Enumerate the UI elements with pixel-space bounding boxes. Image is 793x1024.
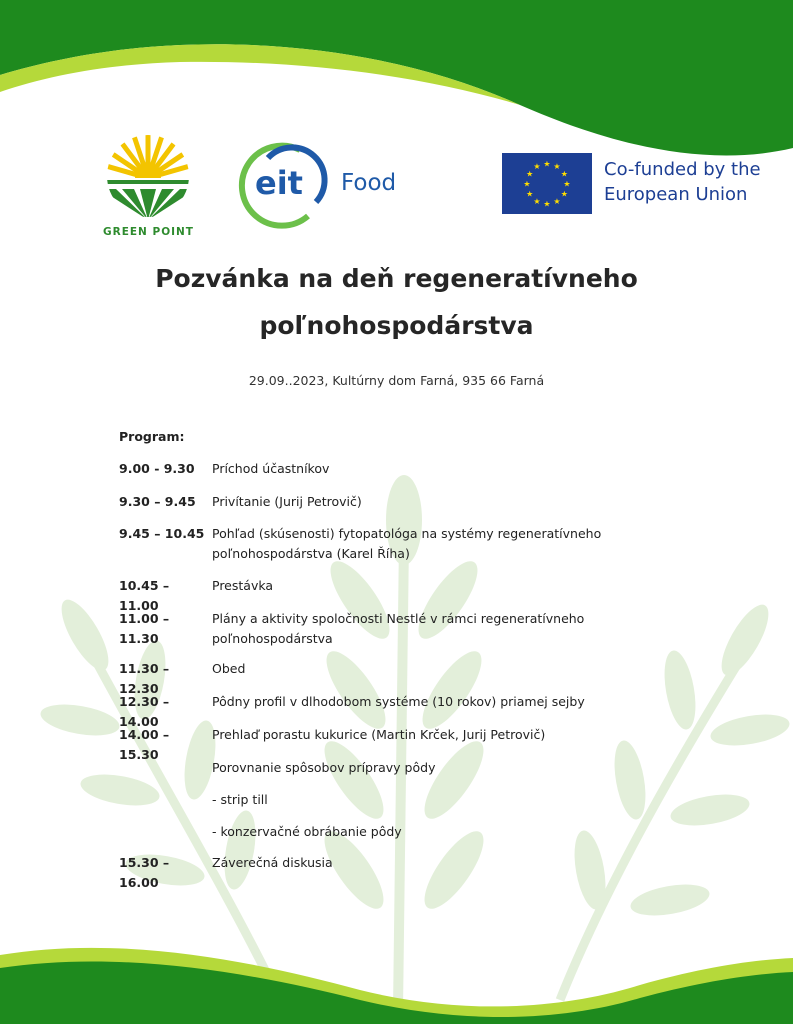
eu-cofunded-line2: European Union — [604, 184, 748, 205]
eu-star-icon: ★ — [533, 196, 541, 206]
eu-star-icon: ★ — [553, 162, 561, 172]
top-wave-dark — [0, 0, 793, 156]
green-point-logo — [96, 134, 201, 238]
eu-logo — [502, 153, 772, 215]
program-desc: Obed — [212, 661, 246, 676]
program-time: 11.00 – 11.30 — [119, 611, 170, 646]
green-point-label: GREEN POINT — [103, 226, 194, 238]
program-desc: - strip till — [212, 792, 268, 807]
program-time: 9.30 – 9.45 — [119, 494, 196, 509]
program-desc: Pohľad (skúsenosti) fytopatológa na systémy regeneratívneho poľnohospodárstva (Karel Říha) — [212, 526, 602, 561]
program-desc: Privítanie (Jurij Petrovič) — [212, 494, 362, 509]
title-line-2: poľnohospodárstva — [259, 311, 534, 340]
program-desc: Pôdny profil v dlhodobom systéme (10 rokov) priamej sejby — [212, 694, 585, 709]
eu-star-icon: ★ — [543, 159, 551, 169]
food-label: Food — [341, 170, 397, 196]
eu-star-icon: ★ — [523, 179, 531, 189]
eu-star-icon: ★ — [533, 162, 541, 172]
program-desc: Plány a aktivity spoločnosti Nestlé v rámci regeneratívneho poľnohospodárstva — [212, 611, 585, 646]
eu-star-icon: ★ — [563, 179, 571, 189]
program-time: 15.30 – 16.00 — [119, 855, 170, 890]
eu-star-icon: ★ — [526, 189, 534, 199]
title-line-1: Pozvánka na deň regeneratívneho — [155, 264, 638, 293]
eu-flag-icon — [502, 153, 592, 214]
eu-star-icon: ★ — [553, 196, 561, 206]
program-time: 9.45 – 10.45 — [119, 526, 205, 541]
program-desc: Príchod účastníkov — [212, 461, 330, 476]
eu-star-icon: ★ — [560, 169, 568, 179]
program-desc: Záverečná diskusia — [212, 855, 333, 870]
program-time: 11.30 – 12.30 — [119, 661, 170, 696]
program-time: 14.00 – 15.30 — [119, 727, 170, 762]
program-desc: Prehlaď porastu kukurice (Martin Krček, Jurij Petrovič) — [212, 727, 546, 742]
eu-star-icon: ★ — [543, 199, 551, 209]
eu-star-icon: ★ — [526, 169, 534, 179]
green-point-sun-icon — [96, 134, 201, 218]
program-label: Program: — [119, 429, 185, 444]
event-info: 29.09..2023, Kultúrny dom Farná, 935 66 Farná — [248, 373, 545, 388]
program-desc: - konzervačné obrábanie pôdy — [212, 824, 402, 839]
program-time: 9.00 - 9.30 — [119, 461, 195, 476]
eit-label: eit — [255, 164, 303, 202]
eu-star-icon: ★ — [560, 189, 568, 199]
program-time: 12.30 – 14.00 — [119, 694, 170, 729]
program-time: 10.45 – 11.00 — [119, 578, 170, 613]
program-desc: Porovnanie spôsobov prípravy pôdy — [212, 760, 436, 775]
eit-food-logo — [238, 140, 428, 230]
eu-cofunded-line1: Co-funded by the — [604, 159, 761, 180]
program-desc: Prestávka — [212, 578, 274, 593]
